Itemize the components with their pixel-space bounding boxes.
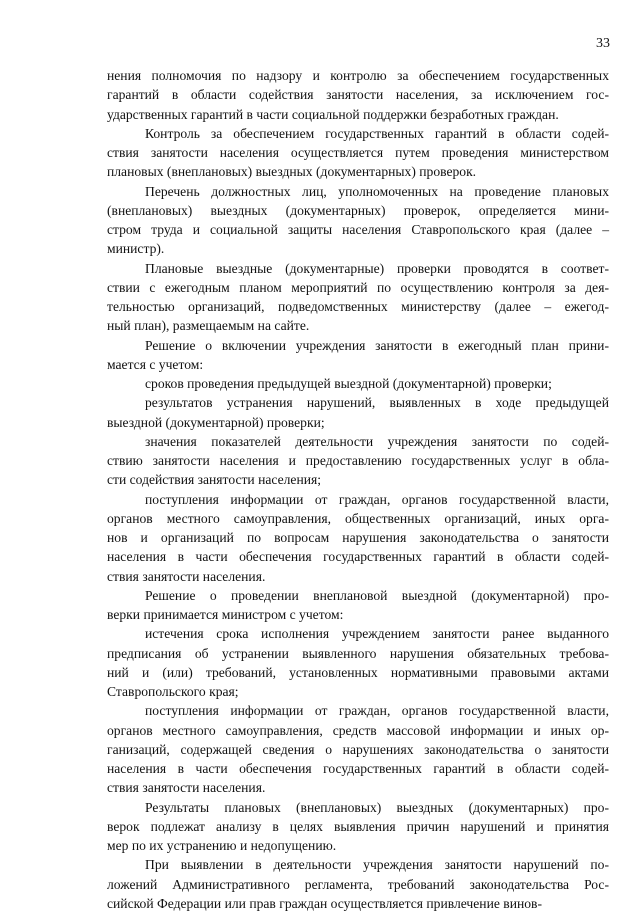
text-line: населения в части обеспечения государственных гарантий в области содей- [107, 761, 609, 776]
text-line: Плановые выездные (документарные) проверки проводятся в соответ- [145, 260, 609, 276]
text-line: истечения срока исполнения учреждением занятости ранее выданного [145, 626, 609, 642]
page-number: 33 [596, 36, 610, 51]
text-line: верки принимается министром с учетом: [107, 607, 344, 622]
text-line: министр). [107, 241, 165, 257]
text-line: сийской Федерации или прав граждан осуществляется привлечение винов- [107, 895, 542, 911]
text-line: При выявлении в деятельности учреждения занятости нарушений по- [145, 857, 609, 873]
text-line: ствия занятости населения. [107, 568, 266, 584]
paragraph [107, 393, 609, 432]
text-line: органов местного самоуправления, общественных организаций, иных орга- [107, 510, 609, 526]
text-line: Контроль за обеспечением государственных гарантий в области содей- [145, 125, 609, 141]
text-line: ствии с ежегодным планом мероприятий по осуществлению контроля за дея- [107, 279, 609, 295]
text-line: ложений Административного регламента, требований законодательства Рос- [107, 876, 609, 892]
text-line: значения показателей деятельности учреждения занятости по содей- [145, 433, 609, 449]
paragraph [107, 432, 609, 490]
text-line: ствия занятости населения осуществляется путем проведения министерством [107, 145, 609, 160]
text-line: ствию занятости населения и предоставлению государственных услуг в обла- [107, 453, 609, 468]
text-line: ный план), размещаемым на сайте. [107, 318, 310, 334]
paragraph [107, 182, 609, 259]
text-line: Перечень должностных лиц, уполномоченных на проведение плановых [145, 183, 609, 199]
document-body [107, 66, 609, 913]
paragraph [107, 798, 609, 856]
text-line: Решение о включении учреждения занятости в ежегодный план прини- [145, 337, 609, 353]
text-line: Результаты плановых (внеплановых) выездных (документарных) про- [145, 799, 609, 815]
paragraph [107, 624, 609, 701]
text-line: сти содействия занятости населения; [107, 472, 322, 488]
text-line: мер по их устранению и недопущению. [107, 838, 337, 853]
text-line: поступления информации от граждан, органов государственной власти, [145, 703, 609, 719]
paragraph [107, 586, 609, 625]
text-line: тельностью организаций, подведомственных министерству (далее – ежегод- [107, 299, 609, 314]
paragraph [107, 374, 609, 393]
text-line: ний и (или) требований, установленных нормативными правовыми актами [107, 664, 609, 680]
paragraph [107, 490, 609, 586]
paragraph [107, 124, 609, 182]
text-line: плановых (внеплановых) выездных (документарных) проверок. [107, 164, 477, 180]
text-line: стром труда и социальной защиты населения Ставропольского края (далее – [107, 222, 609, 237]
text-line: Решение о проведении внеплановой выездной (документарной) про- [145, 587, 609, 603]
text-line: нения полномочия по надзору и контролю за обеспечением государственных [107, 68, 609, 83]
text-line: поступления информации от граждан, органов государственной власти, [145, 491, 609, 507]
text-line: ударственных гарантий в части социальной поддержки безработных граждан. [107, 106, 559, 122]
text-line: нов и организаций по вопросам нарушения законодательства о занятости [107, 530, 609, 545]
paragraph [107, 701, 609, 797]
text-line: гарантий в области содействия занятости населения, за исключением гос- [107, 87, 609, 103]
text-line: верок подлежат анализу в целях выявления причин нарушений и принятия [107, 818, 609, 834]
text-line: результатов устранения нарушений, выявленных в ходе предыдущей [145, 395, 609, 411]
text-line: органов местного самоуправления, средств массовой информации и иных ор- [107, 722, 609, 738]
text-line: ганизаций, содержащей сведения о нарушениях законодательства о занятости [107, 741, 609, 757]
text-line: выездной (документарной) проверки; [107, 414, 325, 430]
text-line: предписания об устранении выявленного нарушения обязательных требова- [107, 645, 609, 661]
paragraph [107, 66, 609, 124]
text-line: мается с учетом: [107, 356, 204, 372]
text-line: сроков проведения предыдущей выездной (документарной) проверки; [145, 376, 552, 391]
text-line: (внеплановых) выездных (документарных) проверок, определяется мини- [107, 202, 609, 218]
paragraph [107, 855, 609, 913]
text-line: населения в части обеспечения государственных гарантий в области содей- [107, 549, 609, 565]
paragraph [107, 259, 609, 336]
text-line: Ставропольского края; [107, 684, 239, 699]
paragraph [107, 336, 609, 375]
text-line: ствия занятости населения. [107, 780, 266, 796]
